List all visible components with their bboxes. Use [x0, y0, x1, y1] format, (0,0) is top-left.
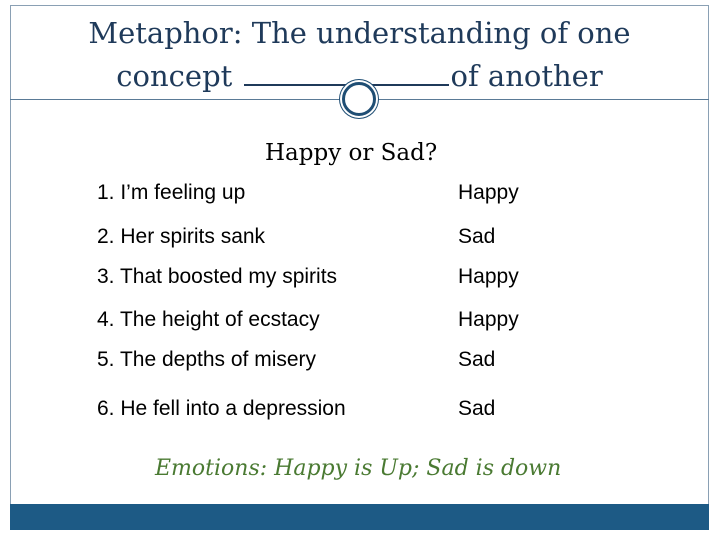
item-statement: 3. That boosted my spirits	[97, 265, 338, 288]
item-statement: 1. I’m feeling up	[97, 181, 246, 204]
title-blank	[244, 60, 449, 86]
item-answer: Sad	[458, 348, 496, 371]
subtitle: Happy or Sad?	[265, 140, 438, 166]
item-statement: 5. The depths of misery	[97, 348, 317, 371]
item-answer: Sad	[458, 397, 496, 420]
bottom-accent-bar	[10, 504, 709, 530]
item-statement: 6. He fell into a depression	[97, 397, 346, 420]
item-answer: Happy	[458, 265, 519, 288]
item-statement: 2. Her spirits sank	[97, 225, 266, 248]
title-line-2-prefix: concept	[116, 59, 233, 93]
title-line-2-suffix: of another	[450, 59, 603, 93]
divider-circle-ornament	[342, 82, 376, 116]
conclusion-text: Emotions: Happy is Up; Sad is down	[155, 456, 562, 481]
title-line-1: Metaphor: The understanding of one	[88, 16, 631, 50]
item-answer: Happy	[458, 181, 519, 204]
item-answer: Sad	[458, 225, 496, 248]
item-answer: Happy	[458, 308, 519, 331]
item-statement: 4. The height of ecstacy	[97, 308, 320, 331]
